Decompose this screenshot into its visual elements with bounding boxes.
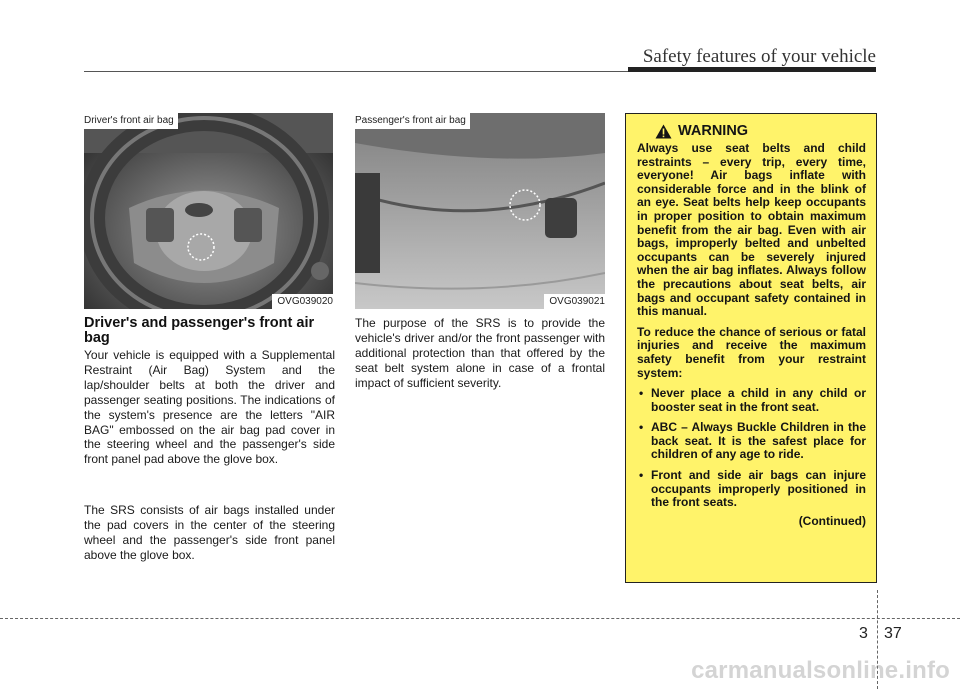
body-paragraph: The purpose of the SRS is to provide the vehicle's driver and/or the front passenger with additional protection than that offered by the seat belt system alone in case of a frontal impact of sufficient severity. xyxy=(355,316,605,390)
warning-header xyxy=(655,124,866,139)
section-heading: Driver's and passenger's front air bag xyxy=(84,315,315,346)
header-rule-accent xyxy=(628,67,876,72)
continued-label: (Continued) xyxy=(798,513,866,528)
figure-label: Driver's front air bag xyxy=(84,113,178,129)
steering-wheel-illustration xyxy=(84,113,333,309)
dashboard-illustration xyxy=(355,113,605,309)
warning-list-item: • Never place a child in any child or booster seat in the front seat. xyxy=(639,386,866,414)
header-title: Safety features of your vehicle xyxy=(642,46,876,67)
page-number: 37 xyxy=(884,625,902,642)
warning-paragraph: To reduce the chance of serious or fatal injuries and receive the maximum safety benefit from your restraint system: xyxy=(637,324,866,380)
warning-title: WARNING xyxy=(678,122,749,139)
figure-code: OVG039020 xyxy=(272,294,333,309)
driver-airbag-figure xyxy=(84,113,333,309)
warning-box xyxy=(625,113,877,583)
figure-label: Passenger's front air bag xyxy=(355,113,470,129)
warning-list-item: • ABC – Always Buckle Children in the back seat. It is the safest place for children of any age to ride. xyxy=(639,420,866,462)
warning-paragraph: Always use seat belts and child restraints – every trip, every time, everyone! Air bags inflate with considerable force and in the blink of an eye. Seat belts help keep occupants in proper position to obtain maximum benefit from the air bag. Even with air bags, improperly belted and unbelted occupants can be severely injured when the air bag inflates. Always follow the precautions about seat belts, air bags and occupant safety contained in this manual. xyxy=(637,141,866,319)
body-paragraph: The SRS consists of air bags installed under the pad covers in the center of the steering wheel and the passenger's side front panel above the glove box. xyxy=(84,503,335,562)
figure-code: OVG039021 xyxy=(544,294,605,309)
passenger-airbag-figure xyxy=(355,113,605,309)
chapter-number: 3 xyxy=(859,625,868,642)
footer-rule xyxy=(0,618,960,619)
body-paragraph: Your vehicle is equipped with a Supplemental Restraint (Air Bag) System and the lap/shoulder belts at both the driver and passenger seating positions. The indications of the system's presence are the letters "AIR BAG" embossed on the air bag pad cover in the steering wheel and the passenger's side front panel pad above the glove box. xyxy=(84,348,335,467)
warning-list xyxy=(637,387,866,510)
watermark-text: carmanualsonline.info xyxy=(691,657,950,684)
warning-list-item: • Front and side air bags can injure occupants improperly positioned in the front seats. xyxy=(639,468,866,510)
warning-triangle-icon xyxy=(655,124,672,139)
